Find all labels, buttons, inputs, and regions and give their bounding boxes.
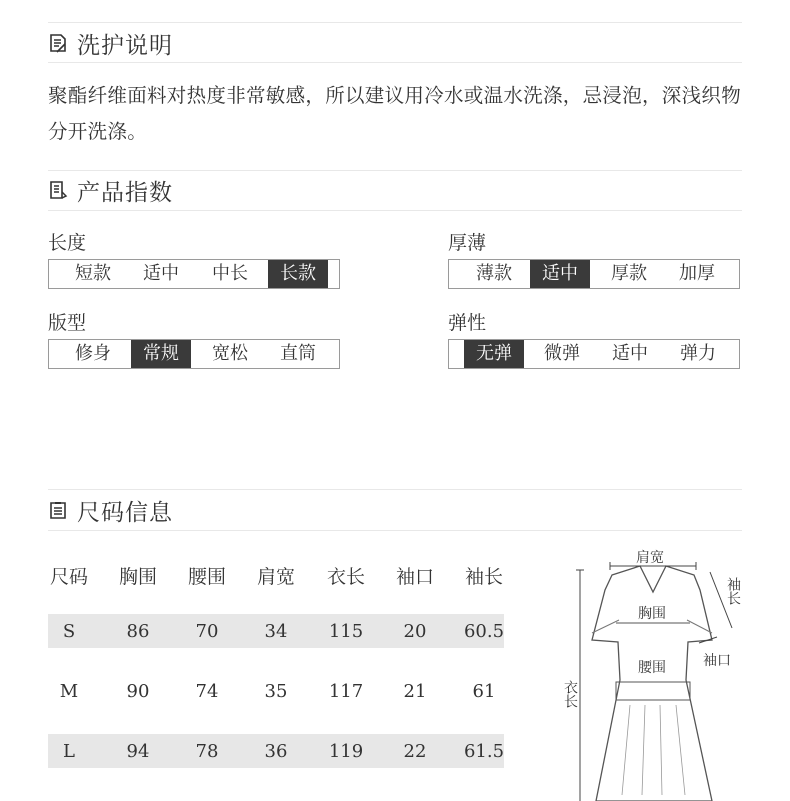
index-scale-length bbox=[48, 259, 340, 289]
size-cell: M bbox=[59, 681, 79, 702]
index-option: 宽松 bbox=[212, 343, 248, 364]
diagram-label-cuff: 袖口 bbox=[703, 653, 731, 669]
index-option: 直筒 bbox=[280, 343, 316, 364]
size-cell: 21 bbox=[403, 681, 427, 702]
index-option-selected: 适中 bbox=[530, 260, 590, 288]
index-scale-thickness bbox=[448, 259, 740, 289]
size-section-header bbox=[48, 495, 173, 525]
diagram-label-sleeve-length: 袖长 bbox=[725, 577, 741, 605]
size-cell: 94 bbox=[126, 741, 150, 762]
index-section-header bbox=[48, 175, 173, 205]
index-option-selected: 长款 bbox=[268, 260, 328, 288]
size-cell: 34 bbox=[264, 621, 288, 642]
care-instructions: 聚酯纤维面料对热度非常敏感，所以建议用冷水或温水洗涤，忌浸泡，深浅织物分开洗涤。 bbox=[48, 84, 742, 143]
index-option-selected: 常规 bbox=[131, 340, 191, 368]
size-header-cell: 腰围 bbox=[187, 566, 226, 588]
dress-outline bbox=[592, 566, 712, 801]
divider bbox=[48, 530, 742, 531]
index-option-selected: 无弹 bbox=[464, 340, 524, 368]
diagram-label-waist: 腰围 bbox=[638, 660, 666, 676]
size-cell: 35 bbox=[264, 681, 288, 702]
divider bbox=[48, 210, 742, 211]
clipboard-icon bbox=[48, 500, 68, 520]
index-label-length: 长度 bbox=[48, 232, 87, 254]
list-document-icon bbox=[48, 180, 68, 200]
care-title: 洗护说明 bbox=[77, 32, 173, 59]
index-scale-elasticity bbox=[448, 339, 740, 369]
index-option: 厚款 bbox=[611, 263, 647, 284]
index-label-fit: 版型 bbox=[48, 312, 87, 334]
diagram-label-chest: 胸围 bbox=[638, 606, 666, 622]
size-cell: 117 bbox=[328, 681, 364, 702]
index-scale-fit bbox=[48, 339, 340, 369]
size-header-cell: 袖口 bbox=[395, 566, 434, 588]
diagram-label-length: 衣长 bbox=[562, 680, 578, 708]
size-header-cell: 肩宽 bbox=[256, 566, 295, 588]
divider bbox=[48, 22, 742, 23]
size-cell: 86 bbox=[126, 621, 150, 642]
size-cell: 90 bbox=[126, 681, 150, 702]
size-header-cell: 尺码 bbox=[49, 566, 88, 588]
index-option: 短款 bbox=[75, 263, 111, 284]
size-header-cell: 衣长 bbox=[326, 566, 365, 588]
size-cell: 115 bbox=[328, 621, 364, 642]
size-cell: L bbox=[63, 741, 75, 762]
size-cell: S bbox=[62, 621, 76, 642]
care-section-header bbox=[48, 28, 173, 58]
size-header-cell: 胸围 bbox=[118, 566, 157, 588]
index-option: 微弹 bbox=[544, 343, 580, 364]
size-cell: 36 bbox=[264, 741, 288, 762]
size-title: 尺码信息 bbox=[77, 499, 173, 526]
index-option: 中长 bbox=[212, 263, 248, 284]
divider bbox=[48, 489, 742, 490]
divider bbox=[48, 62, 742, 63]
size-cell: 119 bbox=[328, 741, 364, 762]
divider bbox=[48, 170, 742, 171]
size-cell: 61.5 bbox=[463, 741, 505, 762]
index-option: 薄款 bbox=[476, 263, 512, 284]
size-cell: 22 bbox=[403, 741, 427, 762]
document-icon bbox=[48, 33, 68, 53]
size-header-cell: 袖长 bbox=[464, 566, 503, 588]
size-cell: 60.5 bbox=[463, 621, 505, 642]
index-option: 适中 bbox=[612, 343, 648, 364]
index-option: 修身 bbox=[75, 343, 111, 364]
size-cell: 70 bbox=[195, 621, 219, 642]
index-option: 加厚 bbox=[679, 263, 715, 284]
index-option: 适中 bbox=[143, 263, 179, 284]
size-cell: 20 bbox=[403, 621, 427, 642]
size-cell: 74 bbox=[195, 681, 219, 702]
diagram-label-shoulder: 肩宽 bbox=[636, 550, 664, 566]
index-label-thickness: 厚薄 bbox=[448, 232, 487, 254]
index-option: 弹力 bbox=[680, 343, 716, 364]
size-cell: 61 bbox=[472, 681, 496, 702]
index-title: 产品指数 bbox=[77, 179, 173, 206]
index-label-elasticity: 弹性 bbox=[448, 312, 487, 334]
size-cell: 78 bbox=[195, 741, 219, 762]
